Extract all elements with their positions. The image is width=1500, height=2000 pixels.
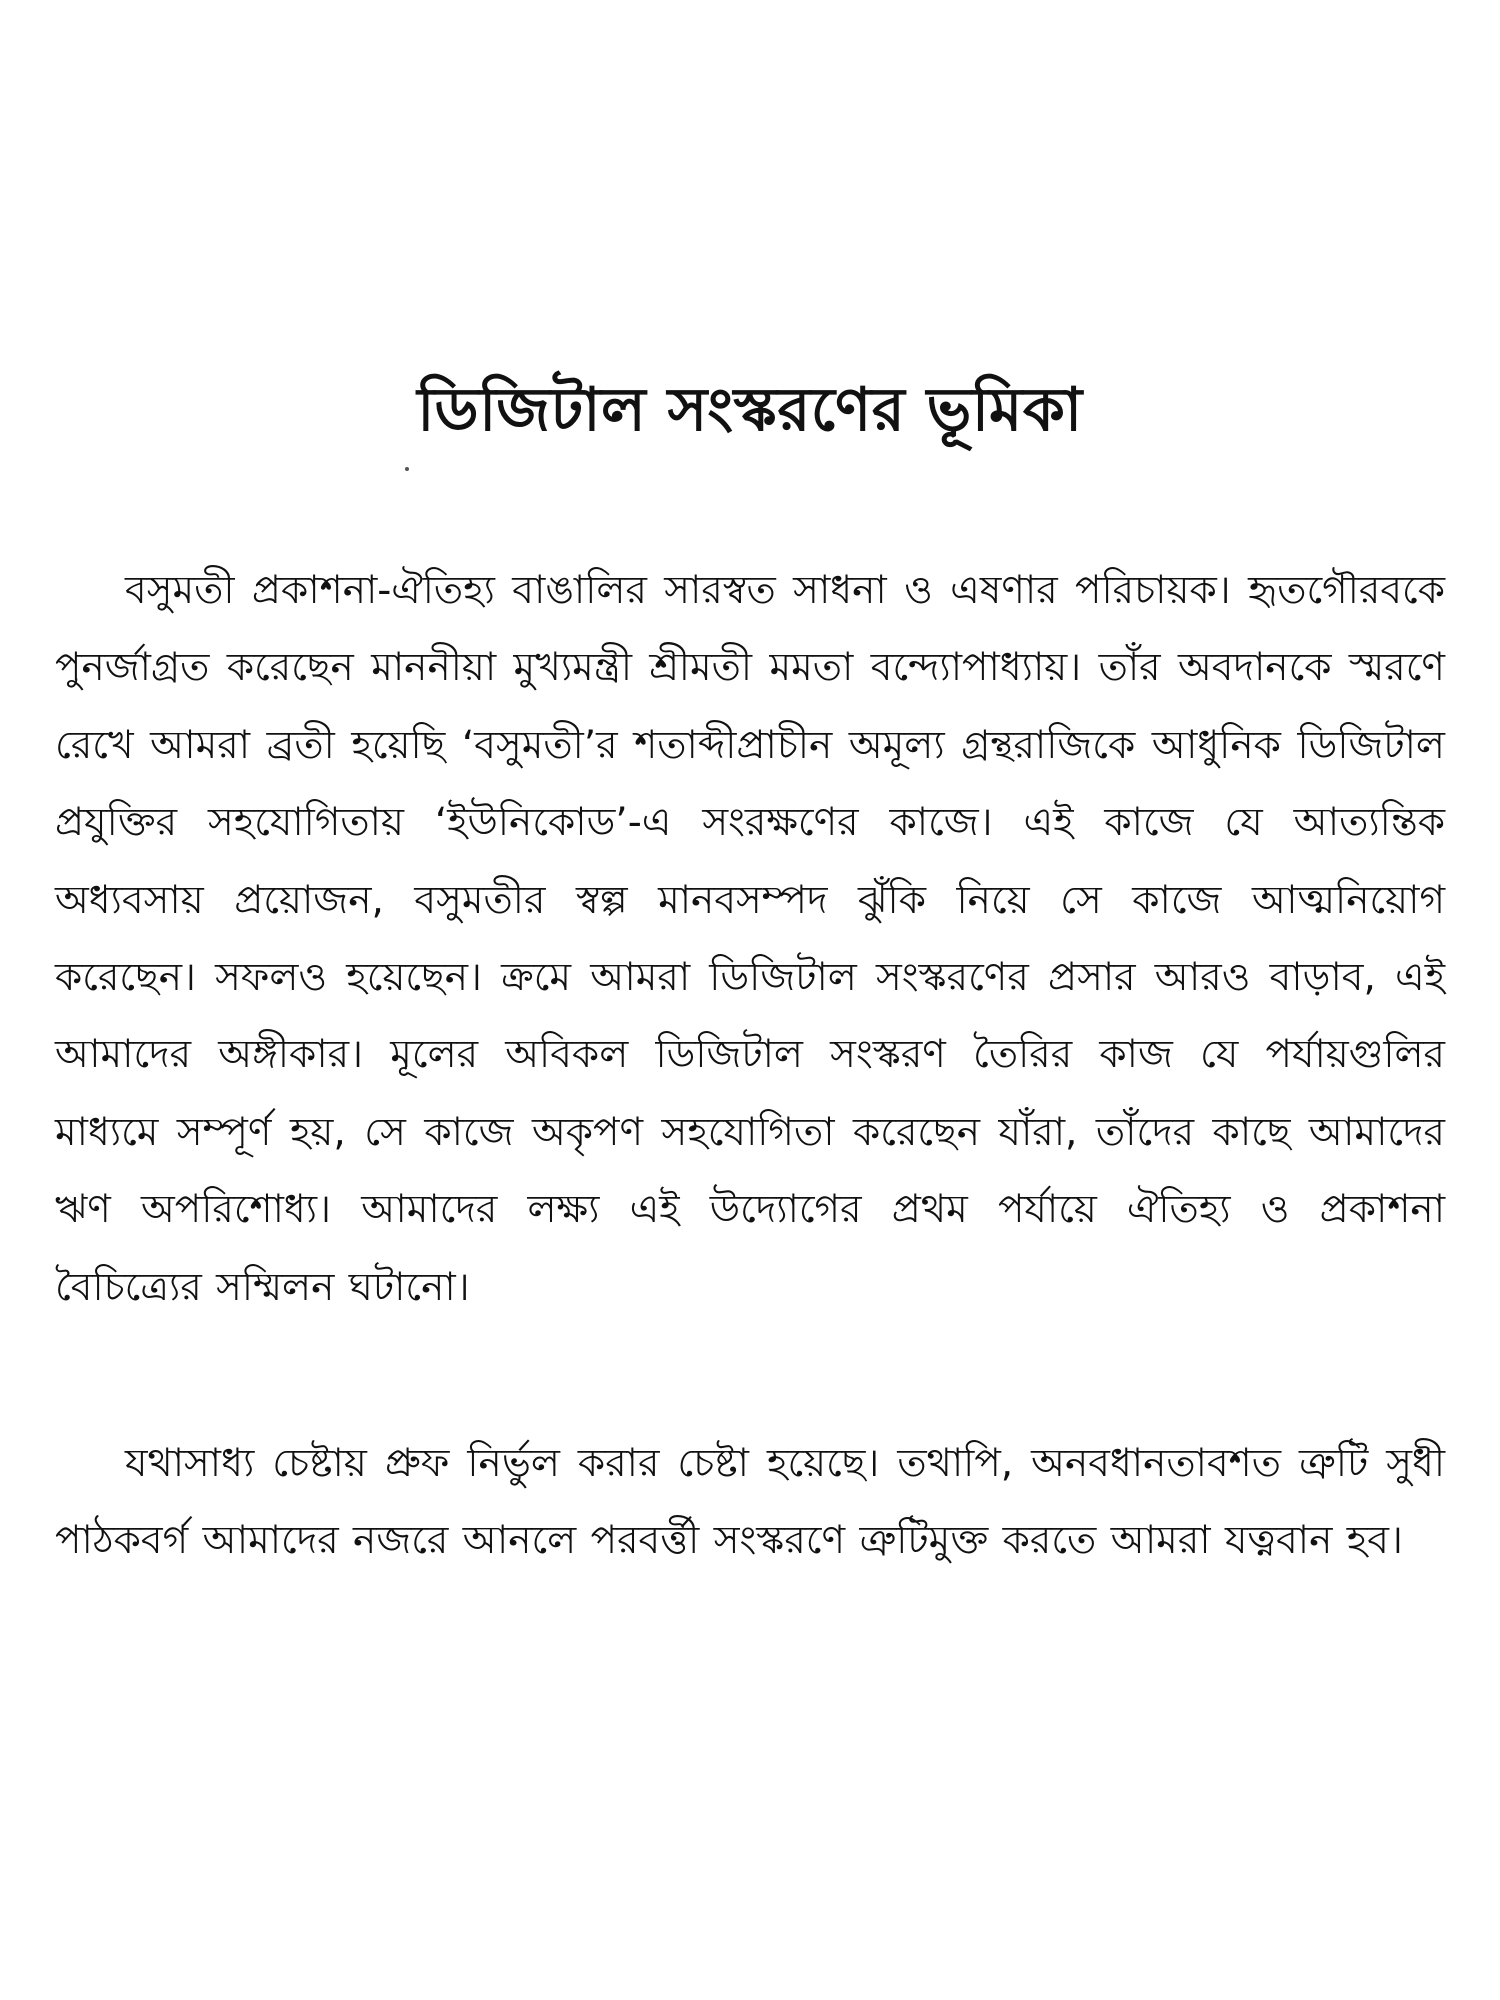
paragraph-proofreading-note: যথাসাধ্য চেষ্টায় প্রুফ নির্ভুল করার চেষ্টা হয়েছে। তথাপি, অনবধানতাবশত ত্রুটি সুধী পাঠকবর্গ আমাদের নজরে আনলে পরবর্ত্তী সংস্করণে ত্রুটিমুক্ত করতে আমরা যত্নবান হব। bbox=[55, 1441, 1445, 1564]
stray-ink-dot bbox=[405, 467, 409, 471]
paragraph-intro: বসুমতী প্রকাশনা-ঐতিহ্য বাঙালির সারস্বত সাধনা ও এষণার পরিচায়ক। হৃতগৌরবকে পুনর্জাগ্রত করেছেন মাননীয়া মুখ্যমন্ত্রী শ্রীমতী মমতা বন্দ্যোপাধ্যায়। তাঁর অবদানকে স্মরণে রেখে আমরা ব্রতী হয়েছি ‘বসুমতী’র শতাব্দীপ্রাচীন অমূল্য গ্রন্থরাজিকে আধুনিক ডিজিটাল প্রযুক্তির সহযোগিতায় ‘ইউনিকোড’-এ সংরক্ষণের কাজে। এই কাজে যে আত্যন্তিক অধ্যবসায় প্রয়োজন, বসুমতীর স্বল্প মানবসম্পদ ঝুঁকি নিয়ে সে কাজে আত্মনিয়োগ করেছেন। সফলও হয়েছেন। ক্রমে আমরা ডিজিটাল সংস্করণের প্রসার আরও বাড়াব, এই আমাদের অঙ্গীকার। মূলের অবিকল ডিজিটাল সংস্করণ তৈরির কাজ যে পর্যায়গুলির মাধ্যমে সম্পূর্ণ হয়, সে কাজে অকৃপণ সহযোগিতা করেছেন যাঁরা, তাঁদের কাছে আমাদের ঋণ অপরিশোধ্য। আমাদের লক্ষ্য এই উদ্যোগের প্রথম পর্যায়ে ঐতিহ্য ও প্রকাশনা বৈচিত্র্যের সম্মিলন ঘটানো। bbox=[55, 568, 1445, 1310]
page-title: ডিজিটাল সংস্করণের ভূমিকা bbox=[417, 375, 1083, 445]
